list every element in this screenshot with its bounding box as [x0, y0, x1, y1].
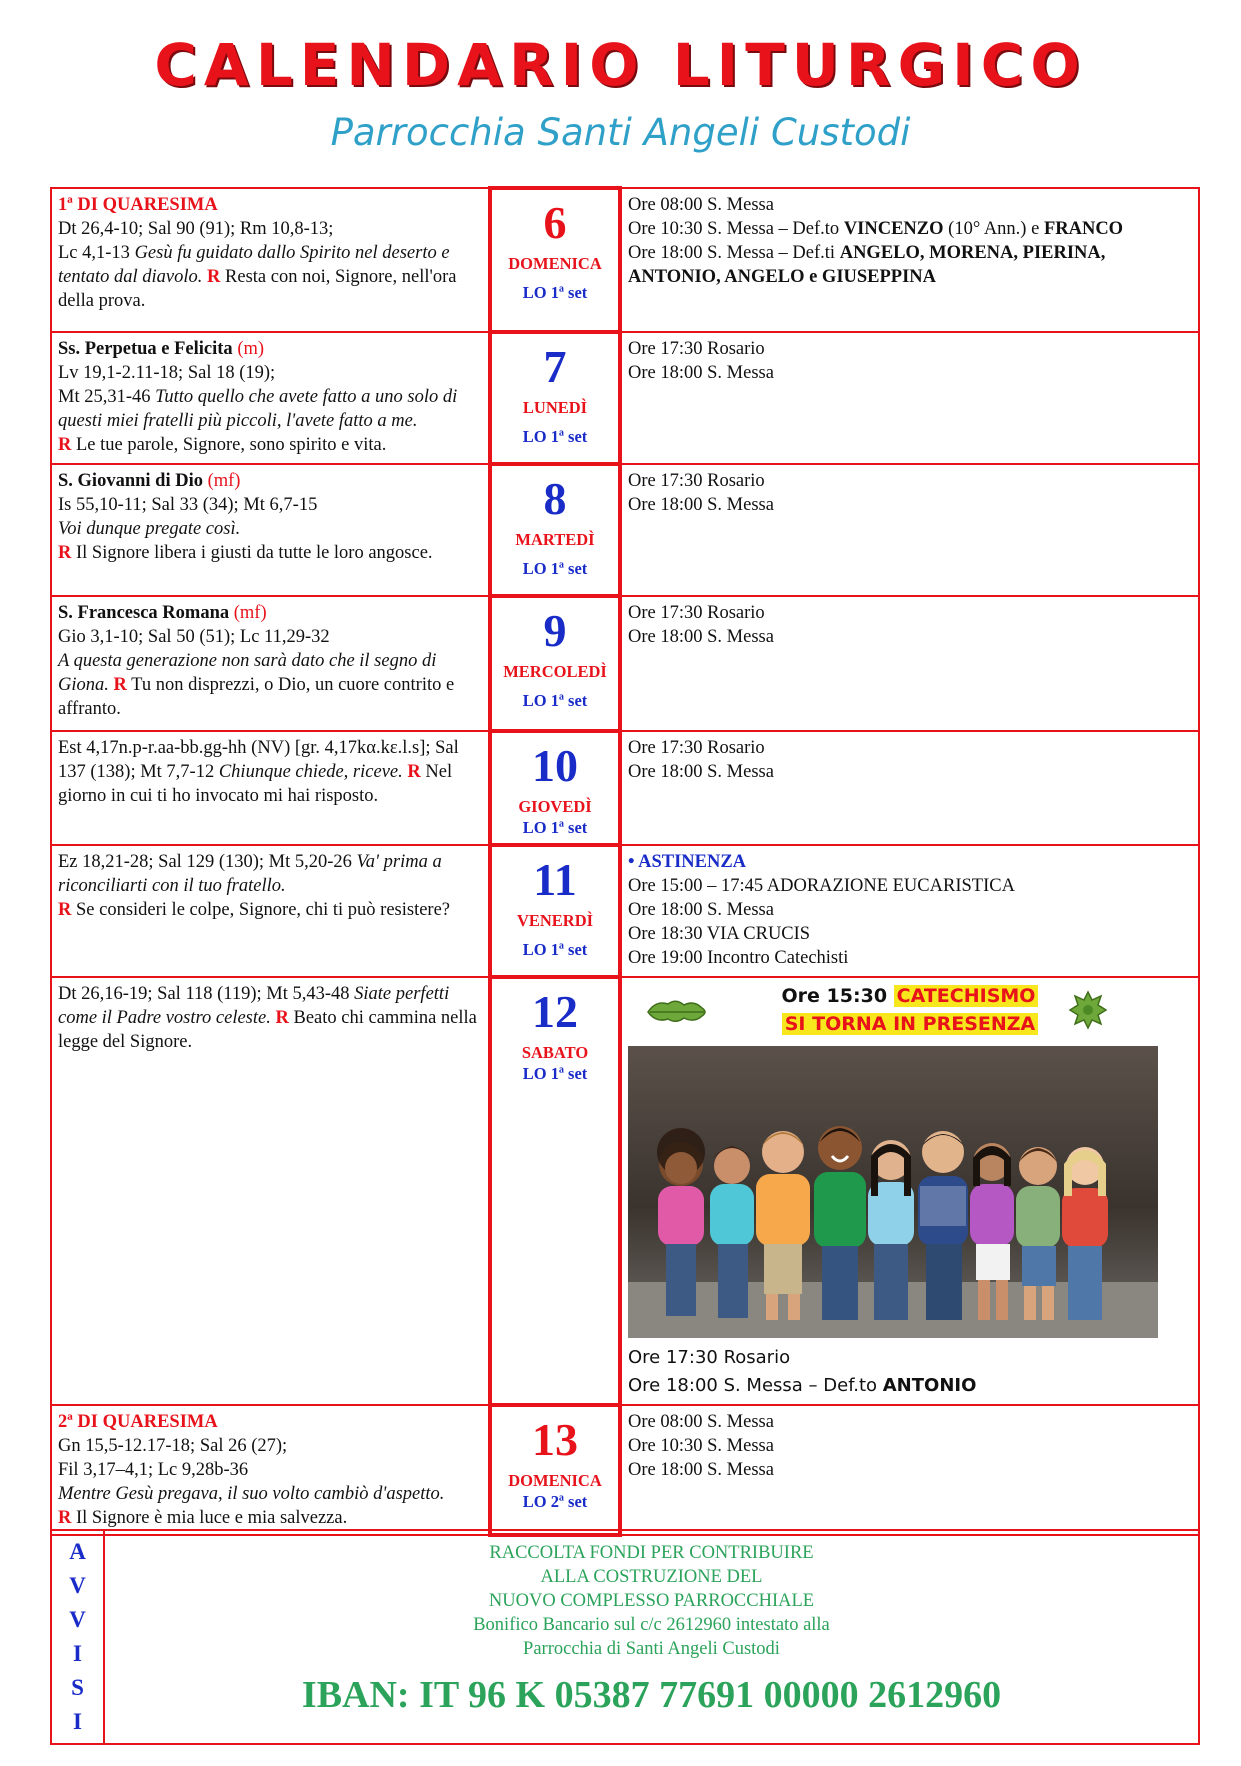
avvisi-letter: I	[73, 1709, 82, 1734]
psalm-response: Il Signore libera i giusti da tutte le loro angosce.	[76, 543, 433, 563]
feast-name: 2ª DI QUARESIMA	[58, 1412, 218, 1432]
event-item: Ore 10:30 S. Messa	[628, 1436, 774, 1456]
avvisi-table	[50, 1529, 1200, 1745]
day-cell	[490, 1405, 620, 1535]
day-name: SABATO	[521, 1043, 589, 1062]
day-name: MERCOLEDÌ	[503, 662, 607, 681]
readings-cell	[51, 464, 490, 596]
events-cell	[620, 977, 1199, 1405]
response-marker: R	[407, 762, 421, 782]
response-marker: R	[113, 675, 127, 695]
day-row	[51, 464, 1199, 596]
events-cell	[620, 464, 1199, 596]
catechism-note: SI TORNA IN PRESENZA	[782, 1013, 1039, 1035]
scripture-refs: Gio 3,1-10; Sal 50 (51); Lc 11,29-32	[58, 627, 330, 647]
day-number: 12	[532, 986, 578, 1037]
day-number: 8	[543, 473, 567, 524]
day-cell	[490, 731, 620, 845]
day-row	[51, 596, 1199, 731]
scripture-refs: Is 55,10-11; Sal 33 (34); Mt 6,7-15	[58, 495, 318, 515]
event-item: Ore 18:30 VIA CRUCIS	[628, 924, 811, 944]
response-marker: R	[58, 1508, 72, 1528]
response-marker: R	[275, 1008, 289, 1028]
day-name: MARTEDÌ	[515, 530, 595, 549]
gospel-quote: Tutto quello che avete fatto a uno solo di questi miei fratelli più piccoli, l'avete fatto a me.	[58, 387, 458, 431]
notice-line: RACCOLTA FONDI PER CONTRIBUIRE	[489, 1543, 814, 1563]
iban-code: IBAN: IT 96 K 05387 77691 00000 2612960	[301, 1674, 1002, 1716]
response-marker: R	[58, 900, 72, 920]
event-item: Ore 18:00 S. Messa – Def.to ANTONIO	[628, 1375, 977, 1396]
avvisi-body	[104, 1530, 1199, 1744]
scripture-refs: Est 4,17n.p-r.aa-bb.gg-hh (NV) [gr. 4,17kα.kε.l.s]; Sal 137 (138); Mt 7,7-12	[58, 738, 459, 782]
day-row	[51, 188, 1199, 332]
event-item: Ore 15:00 – 17:45 ADORAZIONE EUCARISTICA	[628, 876, 1015, 896]
response-marker: R	[58, 435, 72, 455]
events-cell	[620, 332, 1199, 464]
liturgy-of-hours: LO 1ª set	[522, 427, 588, 446]
event-item: Ore 08:00 S. Messa	[628, 1412, 774, 1432]
avvisi-letter: S	[71, 1675, 84, 1700]
event-item: Ore 08:00 S. Messa	[628, 195, 774, 215]
liturgy-of-hours: LO 1ª set	[522, 559, 588, 578]
scripture-refs: Fil 3,17–4,1; Lc 9,28b-36	[58, 1460, 249, 1480]
scripture-refs: Dt 26,4-10; Sal 90 (91); Rm 10,8-13;	[58, 219, 334, 239]
psalm-response: Nel giorno in cui ti ho invocato mi hai risposto.	[58, 762, 453, 806]
avvisi-letter: V	[69, 1607, 86, 1632]
catechism-banner	[628, 982, 1192, 1040]
abstinence-note: • ASTINENZA	[628, 852, 747, 872]
gospel-quote: Voi dunque pregate così.	[58, 519, 241, 539]
scripture-refs: Mt 25,31-46	[58, 387, 151, 407]
day-cell	[490, 464, 620, 596]
event-item: Ore 18:00 S. Messa	[628, 1460, 774, 1480]
day-name: DOMENICA	[508, 1471, 602, 1490]
event-item: Ore 19:00 Incontro Catechisti	[628, 948, 849, 968]
day-cell	[490, 332, 620, 464]
gospel-quote: Siate perfetti come il Padre vostro celeste.	[58, 984, 450, 1028]
scripture-refs: Lv 19,1-2.11-18; Sal 18 (19);	[58, 363, 276, 383]
day-row	[51, 1405, 1199, 1535]
event-item: Ore 10:30 S. Messa – Def.to VINCENZO (10° Ann.) e FRANCO	[628, 219, 1124, 239]
saint-name: Ss. Perpetua e Felicita	[58, 339, 233, 359]
day-number: 6	[543, 197, 567, 248]
gospel-quote: Mentre Gesù pregava, il suo volto cambiò d'aspetto.	[58, 1484, 445, 1504]
day-row	[51, 731, 1199, 845]
day-name: DOMENICA	[508, 254, 602, 273]
response-marker: R	[58, 543, 72, 563]
gospel-quote: Gesù fu guidato dallo Spirito nel deserto e tentato dal diavolo.	[58, 243, 450, 287]
page-title: CALENDARIO LITURGICO	[154, 31, 1087, 99]
avvisi-letter: A	[69, 1539, 86, 1564]
events-cell	[620, 188, 1199, 332]
readings-cell	[51, 977, 490, 1405]
saint-name: S. Giovanni di Dio	[58, 471, 203, 491]
children-group-photo	[628, 1046, 1158, 1338]
avvisi-letter: V	[69, 1573, 86, 1598]
liturgy-of-hours: LO 2ª set	[522, 1492, 588, 1511]
liturgy-of-hours: LO 1ª set	[522, 818, 588, 837]
day-row	[51, 977, 1199, 1405]
event-item: Ore 18:00 S. Messa	[628, 900, 774, 920]
day-cell	[490, 845, 620, 977]
event-item: Ore 18:00 S. Messa	[628, 495, 774, 515]
readings-cell	[51, 188, 490, 332]
day-number: 11	[533, 854, 577, 905]
day-name: LUNEDÌ	[522, 398, 588, 417]
events-cell	[620, 731, 1199, 845]
event-item: Ore 17:30 Rosario	[628, 339, 765, 359]
event-item: Ore 17:30 Rosario	[628, 1347, 791, 1368]
notice-line: Bonifico Bancario sul c/c 2612960 intestato alla	[473, 1615, 830, 1635]
readings-cell	[51, 1405, 490, 1535]
day-number: 13	[532, 1414, 578, 1465]
psalm-response: Se consideri le colpe, Signore, chi ti può resistere?	[76, 900, 451, 920]
psalm-response: Tu non disprezzi, o Dio, un cuore contrito e affranto.	[58, 675, 455, 719]
gospel-quote: A questa generazione non sarà dato che il segno di Giona.	[58, 651, 437, 695]
event-item: Ore 17:30 Rosario	[628, 471, 765, 491]
feast-name: 1ª DI QUARESIMA	[58, 195, 218, 215]
liturgy-of-hours: LO 1ª set	[522, 940, 588, 959]
catechism-time: Ore 15:30	[781, 985, 888, 1007]
day-cell	[490, 596, 620, 731]
event-item: Ore 18:00 S. Messa	[628, 627, 774, 647]
liturgy-of-hours: LO 1ª set	[522, 283, 588, 302]
feast-rank: (mf)	[207, 471, 241, 491]
event-item: Ore 17:30 Rosario	[628, 603, 765, 623]
readings-cell	[51, 332, 490, 464]
avvisi-letter: I	[73, 1641, 82, 1666]
notice-line: ALLA COSTRUZIONE DEL	[540, 1567, 763, 1587]
day-row	[51, 845, 1199, 977]
events-cell	[620, 596, 1199, 731]
readings-cell	[51, 731, 490, 845]
event-item: Ore 18:00 S. Messa – Def.ti ANGELO, MORENA, PIERINA, ANTONIO, ANGELO e GIUSEPPINA	[628, 243, 1106, 287]
day-cell	[490, 977, 620, 1405]
psalm-response: Il Signore è mia luce e mia salvezza.	[76, 1508, 348, 1528]
gospel-quote: Va' prima a riconciliarti con il tuo fratello.	[58, 852, 442, 896]
avvisi-label	[51, 1530, 104, 1744]
scripture-refs: Ez 18,21-28; Sal 129 (130); Mt 5,20-26	[58, 852, 352, 872]
feast-rank: (mf)	[233, 603, 267, 623]
scripture-refs: Dt 26,16-19; Sal 118 (119); Mt 5,43-48	[58, 984, 350, 1004]
events-cell	[620, 1405, 1199, 1535]
leaf-icon	[1068, 990, 1108, 1030]
day-name: VENERDÌ	[516, 911, 594, 930]
scripture-refs: Lc 4,1-13	[58, 243, 130, 263]
day-number: 10	[532, 740, 578, 791]
saint-name: S. Francesca Romana	[58, 603, 230, 623]
day-row	[51, 332, 1199, 464]
psalm-response: Resta con noi, Signore, nell'ora della prova.	[58, 267, 457, 311]
scripture-refs: Gn 15,5-12.17-18; Sal 26 (27);	[58, 1436, 288, 1456]
events-cell	[620, 845, 1199, 977]
psalm-response: Beato chi cammina nella legge del Signore.	[58, 1008, 477, 1052]
notice-line: NUOVO COMPLESSO PARROCCHIALE	[488, 1591, 815, 1611]
notice-line: Parrocchia di Santi Angeli Custodi	[523, 1639, 780, 1659]
response-marker: R	[207, 267, 221, 287]
feast-rank: (m)	[237, 339, 265, 359]
children-photo-illustration	[628, 1046, 1158, 1338]
liturgy-of-hours: LO 1ª set	[522, 1064, 588, 1083]
psalm-response: Le tue parole, Signore, sono spirito e vita.	[76, 435, 387, 455]
day-number: 9	[543, 605, 567, 656]
catechism-label: CATECHISMO	[894, 985, 1039, 1007]
readings-cell	[51, 845, 490, 977]
liturgy-of-hours: LO 1ª set	[522, 691, 588, 710]
event-item: Ore 18:00 S. Messa	[628, 363, 774, 383]
page-subtitle: Parrocchia Santi Angeli Custodi	[330, 111, 911, 154]
event-item: Ore 18:00 S. Messa	[628, 762, 774, 782]
day-cell	[490, 188, 620, 332]
event-item: Ore 17:30 Rosario	[628, 738, 765, 758]
calendar-table	[50, 186, 1200, 1537]
readings-cell	[51, 596, 490, 731]
gospel-quote: Chiunque chiede, riceve.	[218, 762, 403, 782]
day-number: 7	[543, 341, 567, 392]
day-name: GIOVEDÌ	[518, 797, 592, 816]
